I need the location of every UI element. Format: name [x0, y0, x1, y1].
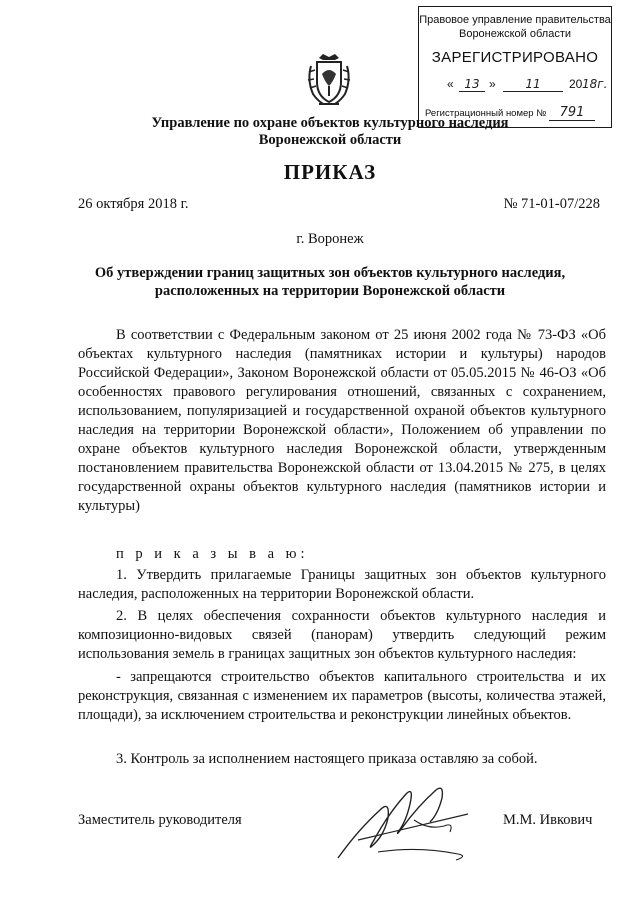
stamp-date-day: 13 [459, 77, 485, 92]
stamp-department-line1: Правовое управление правительства [419, 14, 611, 26]
signatory-role: Заместитель руководителя [78, 812, 242, 828]
document-date: 26 октября 2018 г. [78, 196, 189, 212]
order-item-2-restriction: - запрещаются строительство объектов капитального строительства и их реконструкция, связанная с изменением их параметров (высоты, количества этажей, площади), за исключением строительства и реконструкции линейных объектов. [78, 669, 606, 723]
organization-name-line1: Управление по охране объектов культурного наследия [151, 115, 509, 131]
document-subject-line2: расположенных на территории Воронежской области [154, 283, 506, 299]
stamp-date-close-quote: » [489, 77, 496, 91]
coat-of-arms-icon [305, 52, 353, 108]
document-type: ПРИКАЗ [283, 160, 377, 184]
handwritten-signature [318, 770, 488, 870]
stamp-reg-number: 791 [549, 105, 595, 121]
order-item-1: 1. Утвердить прилагаемые Границы защитных зон объектов культурного наследия, расположенных на территории Воронежской области. [78, 567, 606, 602]
stamp-registered-label: ЗАРЕГИСТРИРОВАНО [431, 49, 599, 66]
document-city: г. Воронеж [296, 231, 364, 247]
stamp-date-month: 11 [503, 77, 563, 92]
organization-name [80, 115, 580, 149]
stamp-date-open-quote: « [447, 77, 454, 91]
registration-stamp [418, 6, 612, 128]
stamp-department [419, 13, 611, 41]
stamp-date-year-prefix: 20 [569, 77, 583, 91]
signatory-name: М.М. Ивкович [503, 812, 593, 828]
stamp-department-line2: Воронежской области [458, 28, 571, 40]
stamp-date-year-suffix: 18г. [582, 77, 608, 91]
document-subject [70, 264, 590, 300]
stamp-reg-number-label: Регистрационный номер № [425, 108, 547, 119]
order-word: п р и к а з ы в а ю: [116, 546, 309, 562]
order-item-2: 2. В целях обеспечения сохранности объектов культурного наследия и композиционно-видовых связей (панорам) утвердить следующий режим использования земель в границах защитных зон объектов культурного наследия: [78, 608, 606, 662]
order-item-3: 3. Контроль за исполнением настоящего приказа оставляю за собой. [116, 751, 538, 767]
document-number: № 71-01-07/228 [503, 196, 600, 212]
stamp-date [429, 77, 608, 95]
document-subject-line1: Об утверждении границ защитных зон объектов культурного наследия, [94, 265, 566, 281]
organization-name-line2: Воронежской области [258, 132, 402, 148]
preamble-paragraph: В соответствии с Федеральным законом от 25 июня 2002 года № 73-ФЗ «Об объектах культурного наследия (памятниках истории и культуры) народов Российской Федерации», Законом Воронежской области от 05.05.2015 № 46-ОЗ «Об особенностях правового регулирования отношений, связанных с сохранением, использованием, популяризацией и государственной охраной объектов культурного наследия на территории Воронежской области», Положением об управлении по охране объектов культурного наследия Воронежской области, утвержденным постановлением правительства Воронежской области от 13.04.2015 № 275, в целях государственной охраны объектов культурного наследия (памятников истории и культуры) [78, 327, 606, 514]
